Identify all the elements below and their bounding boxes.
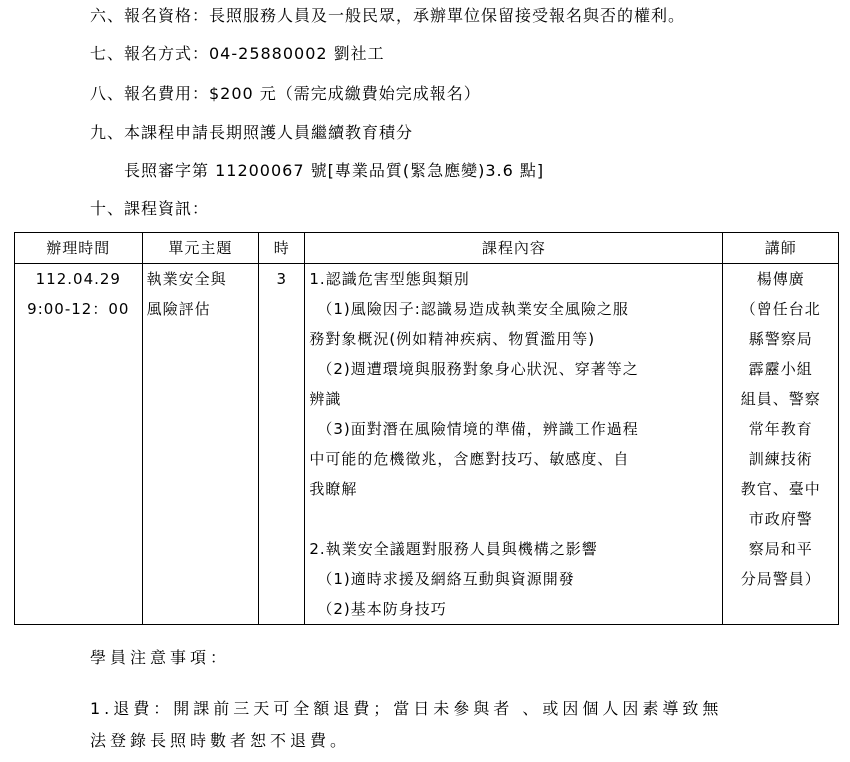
notes-heading: 學員注意事項： <box>90 648 231 667</box>
table-header-row <box>15 233 839 264</box>
teacher-bio-line: 分局警員） <box>740 570 821 588</box>
content-line: （2)週遭環境與服務對象身心狀況、穿著等之 <box>317 360 639 378</box>
cell-content <box>305 264 723 625</box>
teacher-bio-line: 組員、警察 <box>740 390 821 408</box>
teacher-bio-line: 縣警察局 <box>748 330 813 348</box>
content-line: （2)基本防身技巧 <box>317 600 447 618</box>
item-eligibility: 六、報名資格：長照服務人員及一般民眾，承辦單位保留接受報名與否的權利。 <box>90 6 686 25</box>
header-unit: 單元主題 <box>142 233 259 264</box>
unit-line: 風險評估 <box>146 300 211 318</box>
header-hours: 時 <box>259 233 305 264</box>
content-line: 辨識 <box>309 390 342 408</box>
content-line: 1.認識危害型態與類別 <box>309 270 470 288</box>
header-date: 辦理時間 <box>15 233 143 264</box>
item-fee: 八、報名費用：$200 元（需完成繳費始完成報名） <box>90 84 481 103</box>
notes-refund-line-2: 法登錄長照時數者恕不退費。 <box>90 731 351 750</box>
item-credit-detail: 長照審字第 11200067 號[專業品質(緊急應變)3.6 點] <box>124 161 545 180</box>
cell-unit <box>142 264 259 625</box>
date-time: 9:00-12：00 <box>27 300 130 318</box>
teacher-bio-line: 訓練技術 <box>748 450 813 468</box>
cell-hours: 3 <box>259 264 305 625</box>
content-line: 我瞭解 <box>309 480 358 498</box>
teacher-bio-line: （曾任台北 <box>740 300 821 318</box>
content-line: （1)風險因子:認識易造成執業安全風險之服 <box>317 300 629 318</box>
date-day: 112.04.29 <box>35 270 121 288</box>
content-blank-line <box>309 504 718 534</box>
item-course-info: 十、課程資訊： <box>90 199 210 218</box>
teacher-name: 楊傳廣 <box>756 270 805 288</box>
unit-line: 執業安全與 <box>146 270 227 288</box>
header-content: 課程內容 <box>305 233 723 264</box>
content-line: （3)面對潛在風險情境的準備，辨識工作過程 <box>317 420 639 438</box>
item-method: 七、報名方式：04-25880002 劉社工 <box>90 44 385 63</box>
teacher-bio-line: 常年教育 <box>748 420 813 438</box>
teacher-bio-line: 市政府警 <box>748 510 813 528</box>
content-line: （1)適時求援及網絡互動與資源開發 <box>317 570 575 588</box>
teacher-bio-line: 霹靂小組 <box>748 360 813 378</box>
course-table <box>14 232 839 625</box>
header-teacher: 講師 <box>723 233 839 264</box>
cell-teacher <box>723 264 839 625</box>
item-credit: 九、本課程申請長期照護人員繼續教育積分 <box>90 123 414 142</box>
content-line: 中可能的危機徵兆，含應對技巧、敏感度、自 <box>309 450 630 468</box>
cell-date <box>15 264 143 625</box>
table-row <box>15 264 839 625</box>
teacher-bio-line: 察局和平 <box>748 540 813 558</box>
content-line: 務對象概況(例如精神疾病、物質濫用等) <box>309 330 596 348</box>
notes-refund-line-1: 1.退費：開課前三天可全額退費；當日未參與者 、或因個人因素導致無 <box>90 699 723 718</box>
content-line: 2.執業安全議題對服務人員與機構之影響 <box>309 540 598 558</box>
teacher-bio-line: 教官、臺中 <box>740 480 821 498</box>
